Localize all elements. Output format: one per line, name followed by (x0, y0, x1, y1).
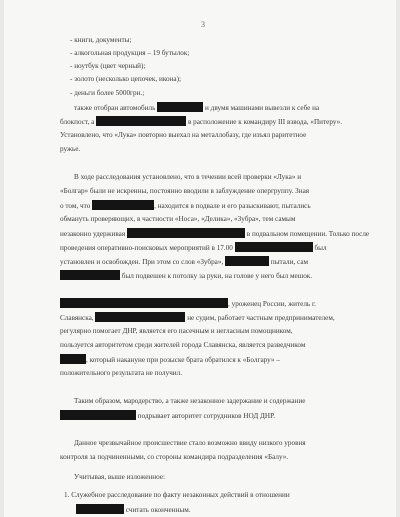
text-line: Учитывая, выше изложенное: (74, 473, 165, 481)
text-line: В ходе расследования установлено, что в течении всей проверки «Лука» и (74, 173, 302, 181)
text-line: , уроженец России, житель г. (60, 298, 316, 309)
text-line: установлен и освобожден. При этом со слов «Зубра», пытали, сам (60, 258, 309, 266)
text-line: Таким образом, мародерство, а также незаконное задержание и содержание (74, 397, 306, 405)
redaction-box (235, 242, 313, 252)
redaction-box (76, 504, 124, 514)
text-line: также отобран автомобиль и двумя машинами вывезли к себе на (74, 104, 320, 112)
redaction-box (96, 116, 186, 126)
redaction-box (225, 256, 269, 266)
text-line: о том, что , находится в подвале и его разыскивают, пытались (60, 202, 311, 210)
text-line: незаконно удерживая в подвальном помещении. Только после (60, 230, 370, 238)
redaction-box (60, 354, 86, 364)
list-item: - золото (несколько цепочек, икона); (70, 75, 181, 83)
list-item: - книги, документы; (70, 36, 132, 44)
text-line: пользуется авторитетом среди жителей города Славянска, является разведчиком (60, 341, 306, 349)
text-line: проведения оперативно-поисковых мероприятий в 17.00 был (60, 244, 327, 252)
text-line: Данное чрезвычайное происшествие стало возможно ввиду низкого уровня (74, 439, 306, 447)
text-line: блокпост, а в расположение к командиру III взвода, «Питеру». (60, 118, 342, 126)
text-line: , который накануне при розыске брата обратился к «Болгару» – (60, 354, 280, 365)
redaction-box (127, 228, 245, 238)
text-line: «Болгар» были не искренны, постоянно вводили в заблуждение опергруппу. Зная (60, 187, 310, 195)
redaction-box (92, 200, 154, 210)
redaction-box (60, 410, 136, 420)
list-item: - ноутбук (цвет черный); (70, 62, 146, 70)
redaction-box (60, 270, 120, 280)
text-line: обмануть проверяющих, в частности «Носа», «Делика», «Зубра», тем самым (60, 215, 296, 223)
text-line: подрывает авторитет сотрудников НОД ДНР. (60, 410, 275, 421)
text-line: ружье. (60, 145, 81, 153)
text-line: Установлено, что «Лука» повторно выехал на металлобазу, где изъял раритетное (60, 131, 307, 139)
text-line: регулярно помогает ДНР, является его пасечным и негласным помощником, (60, 327, 293, 335)
text-line: был подвешен к потолку за руки, на голове у него был мешок. (60, 270, 312, 281)
text-line: Славянска, не судим, работает частным предпринимателем, (60, 314, 335, 322)
page-number: 3 (201, 20, 205, 29)
redaction-box (157, 102, 203, 112)
text-line: 1. Служебное расследование по факту незаконных действий в отношении (64, 491, 290, 499)
list-item: - деньги более 5000грн.; (70, 89, 145, 97)
list-item: - алкогольная продукция – 19 бутылок; (70, 49, 190, 57)
text-line: контроля за подчиненными, со стороны командира подразделения «Балу». (60, 453, 289, 461)
text-line: положительного результата не получил. (60, 369, 183, 377)
document-page (4, 0, 396, 517)
redaction-box (95, 312, 185, 322)
redaction-box (60, 298, 228, 308)
text-line: считать оконченным. (76, 504, 191, 515)
